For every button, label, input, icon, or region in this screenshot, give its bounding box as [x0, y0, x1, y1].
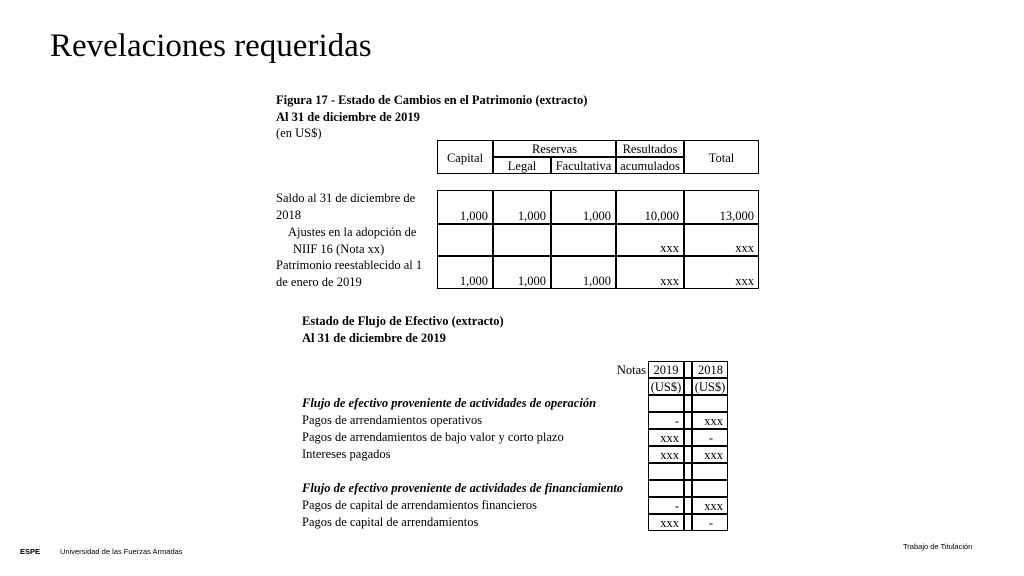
col-reservas: Reservas [493, 140, 616, 157]
spacer-cell [684, 378, 692, 395]
cell-2019: xxx [648, 514, 684, 531]
col-capital: Capital [437, 140, 493, 174]
slide-title: Revelaciones requeridas [50, 28, 372, 64]
section-operacion: Flujo de efectivo proveniente de actividades de operación [302, 396, 597, 410]
empty-cell [648, 480, 684, 497]
cell-total: xxx [684, 224, 759, 256]
spacer-cell [684, 429, 692, 446]
spacer-cell [684, 514, 692, 531]
footer-university: Universidad de las Fuerzas Armadas [60, 547, 183, 556]
cell-2018: - [692, 514, 728, 531]
section-financiamiento: Flujo de efectivo proveniente de actividades de financiamiento [302, 481, 624, 495]
col-2019: 2019 [648, 361, 684, 378]
cell-resultados: 10,000 [616, 190, 684, 224]
empty-cell [648, 463, 684, 480]
equity-heading: Figura 17 - Estado de Cambios en el Patrimonio (extracto) [276, 93, 588, 107]
spacer-cell [684, 480, 692, 497]
empty-cell [692, 480, 728, 497]
row-label: Saldo al 31 de diciembre de 2018 [276, 191, 416, 222]
col-2018: 2018 [692, 361, 728, 378]
cell-2019: xxx [648, 429, 684, 446]
cell-2019: - [648, 412, 684, 429]
cell-resultados: xxx [616, 224, 684, 256]
footer-brand: ESPE [20, 547, 41, 556]
cell-legal: 1,000 [493, 256, 551, 289]
spacer-cell [684, 446, 692, 463]
cell-2018: - [692, 429, 728, 446]
cell-facultativa [551, 224, 616, 256]
row-label: Patrimonio reestablecido al 1 de enero de 2019 [276, 258, 423, 289]
col-resultados-2: acumulados [616, 157, 684, 174]
empty-cell [692, 395, 728, 412]
cell-capital: 1,000 [437, 190, 493, 224]
col-total: Total [684, 140, 759, 174]
unit-2019: (US$) [648, 378, 684, 395]
cashflow-date: Al 31 de diciembre de 2019 [302, 331, 446, 345]
cell-total: 13,000 [684, 190, 759, 224]
empty-cell [648, 395, 684, 412]
cell-2018: xxx [692, 446, 728, 463]
cell-2019: - [648, 497, 684, 514]
spacer-cell [684, 361, 692, 378]
equity-currency: (en US$) [276, 126, 322, 140]
unit-2018: (US$) [692, 378, 728, 395]
row-label: Pagos de capital de arrendamientos financieros [302, 498, 537, 512]
cell-capital [437, 224, 493, 256]
row-label: Pagos de arrendamientos operativos [302, 413, 483, 427]
spacer-cell [684, 463, 692, 480]
row-label: Intereses pagados [302, 447, 391, 461]
empty-cell [692, 463, 728, 480]
spacer-cell [684, 395, 692, 412]
cashflow-heading: Estado de Flujo de Efectivo (extracto) [302, 314, 504, 328]
cell-facultativa: 1,000 [551, 256, 616, 289]
cell-facultativa: 1,000 [551, 190, 616, 224]
row-label: Pagos de arrendamientos de bajo valor y corto plazo [302, 430, 564, 444]
cell-resultados: xxx [616, 256, 684, 289]
spacer-cell [684, 497, 692, 514]
equity-date: Al 31 de diciembre de 2019 [276, 110, 420, 124]
cell-legal: 1,000 [493, 190, 551, 224]
cell-legal [493, 224, 551, 256]
cell-2018: xxx [692, 497, 728, 514]
cell-capital: 1,000 [437, 256, 493, 289]
row-label: Pagos de capital de arrendamientos [302, 515, 479, 529]
cell-2018: xxx [692, 412, 728, 429]
col-resultados-1: Resultados [616, 140, 684, 157]
row-label: Ajustes en la adopción de NIIF 16 (Nota xx) [288, 225, 417, 256]
cell-2019: xxx [648, 446, 684, 463]
col-facultativa: Facultativa [551, 157, 616, 174]
cell-total: xxx [684, 256, 759, 289]
footer-right: Trabajo de Titulación [903, 542, 973, 551]
col-legal: Legal [493, 157, 551, 174]
col-notas: Notas [616, 363, 646, 377]
spacer-cell [684, 412, 692, 429]
